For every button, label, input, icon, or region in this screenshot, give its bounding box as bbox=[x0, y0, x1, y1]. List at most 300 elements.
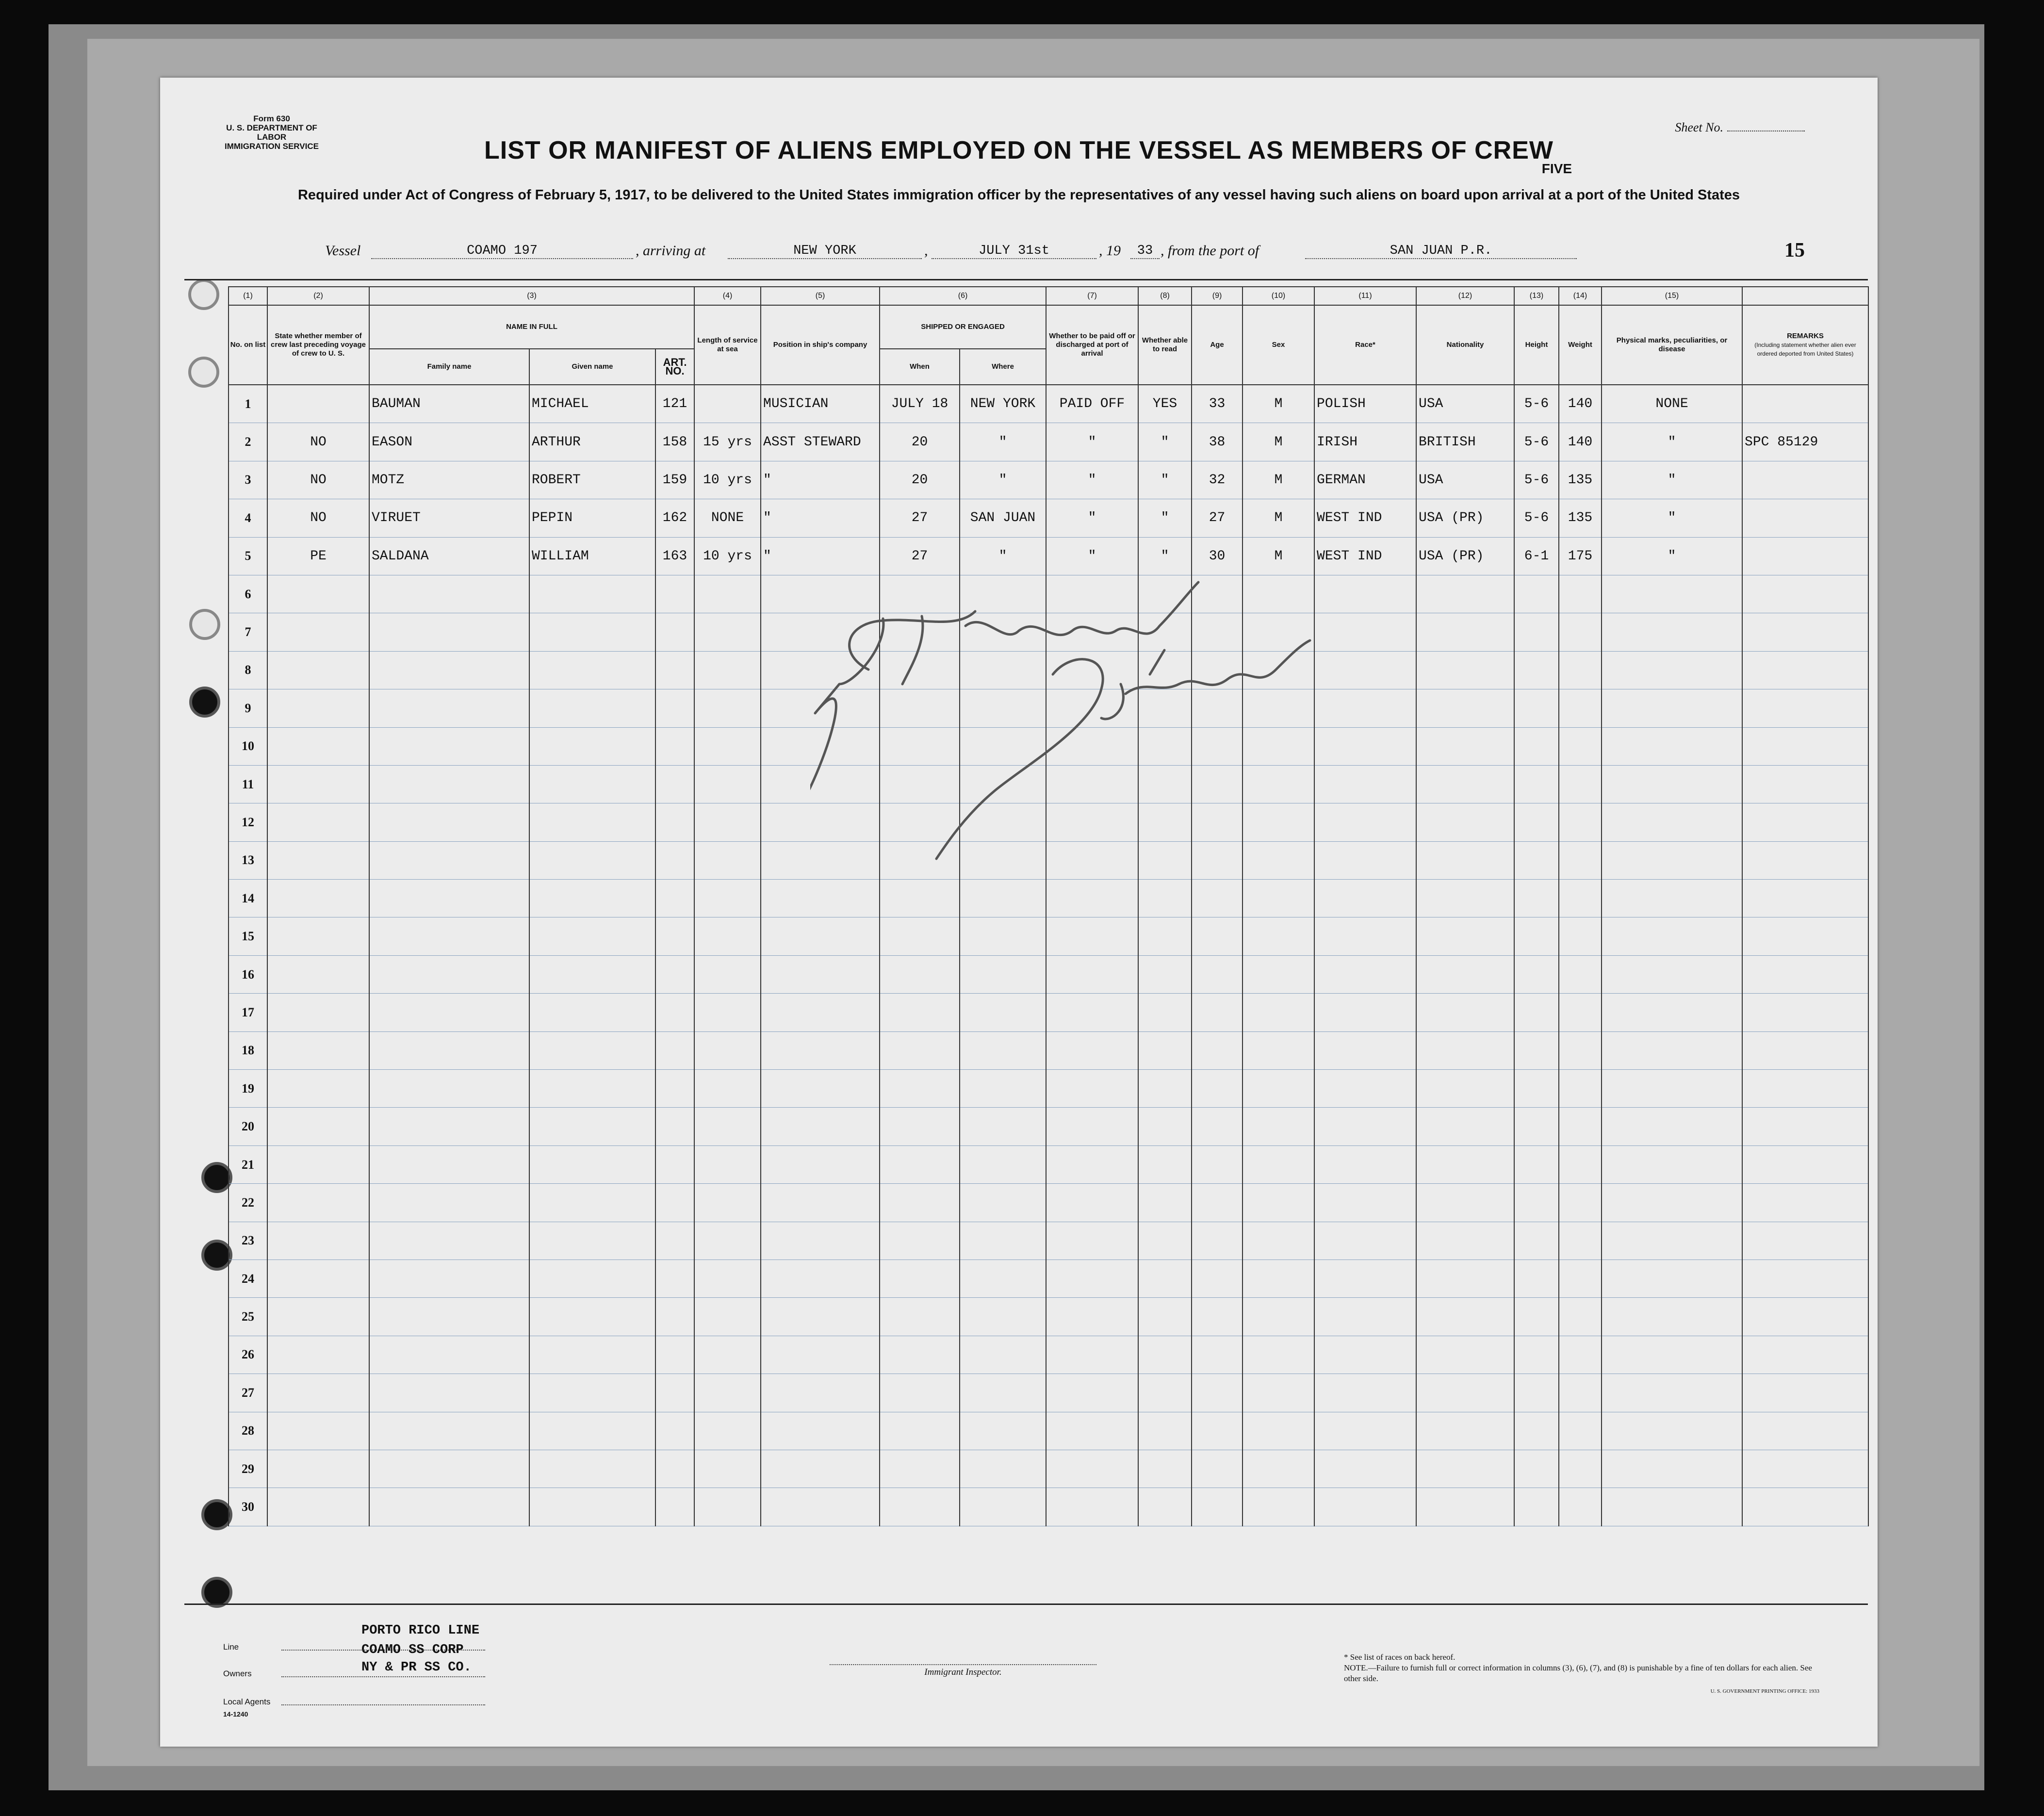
cell-service bbox=[694, 651, 761, 689]
cell-art: 163 bbox=[655, 537, 694, 575]
table-row bbox=[229, 423, 1868, 461]
col-num-1: (1) bbox=[229, 287, 267, 305]
header-shipped-or-engaged: SHIPPED OR ENGAGED bbox=[880, 305, 1046, 349]
cell-remarks bbox=[1742, 1070, 1868, 1108]
cell-read bbox=[1138, 994, 1192, 1031]
cell-position bbox=[761, 1260, 880, 1297]
row-number: 8 bbox=[229, 651, 267, 689]
cell-art bbox=[655, 1336, 694, 1374]
cell-sex bbox=[1243, 651, 1314, 689]
table-row bbox=[229, 955, 1868, 993]
cell-nationality bbox=[1416, 841, 1514, 879]
arrival-port: NEW YORK bbox=[728, 244, 922, 259]
cell-service bbox=[694, 1298, 761, 1336]
cell-family bbox=[369, 1298, 529, 1336]
cell-art bbox=[655, 917, 694, 955]
cell-read: YES bbox=[1138, 385, 1192, 423]
cell-remarks bbox=[1742, 955, 1868, 993]
line-value: PORTO RICO LINE bbox=[361, 1623, 480, 1638]
cell-when bbox=[880, 1488, 960, 1526]
cell-family bbox=[369, 955, 529, 993]
cell-when bbox=[880, 613, 960, 651]
cell-age bbox=[1192, 1184, 1243, 1222]
cell-age: 30 bbox=[1192, 537, 1243, 575]
col-num-14: (14) bbox=[1559, 287, 1602, 305]
row-number: 23 bbox=[229, 1222, 267, 1260]
cell-where bbox=[960, 613, 1046, 651]
cell-height bbox=[1514, 1108, 1559, 1145]
table-row bbox=[229, 499, 1868, 537]
cell-given bbox=[529, 1184, 655, 1222]
cell-where bbox=[960, 727, 1046, 765]
cell-race bbox=[1314, 880, 1416, 917]
cell-race: WEST IND bbox=[1314, 537, 1416, 575]
cell-height bbox=[1514, 803, 1559, 841]
form-code: 14-1240 bbox=[223, 1710, 248, 1718]
table-row bbox=[229, 1184, 1868, 1222]
cell-position bbox=[761, 1031, 880, 1069]
cell-weight: 135 bbox=[1559, 499, 1602, 537]
cell-family bbox=[369, 765, 529, 803]
cell-when bbox=[880, 689, 960, 727]
cell-remarks bbox=[1742, 1336, 1868, 1374]
arrival-year: 33 bbox=[1130, 244, 1160, 259]
cell-marks bbox=[1602, 1488, 1742, 1526]
cell-age bbox=[1192, 765, 1243, 803]
cell-family bbox=[369, 1488, 529, 1526]
cell-sex bbox=[1243, 1374, 1314, 1412]
cell-state bbox=[267, 1031, 369, 1069]
cell-position bbox=[761, 765, 880, 803]
cell-where bbox=[960, 1070, 1046, 1108]
header-weight: Weight bbox=[1559, 305, 1602, 385]
cell-marks: " bbox=[1602, 461, 1742, 499]
cell-paid bbox=[1046, 1184, 1138, 1222]
cell-state bbox=[267, 994, 369, 1031]
cell-paid bbox=[1046, 1412, 1138, 1450]
sheet-number-field bbox=[1675, 120, 1805, 135]
header-able-to-read: Whether able to read bbox=[1138, 305, 1192, 385]
cell-position bbox=[761, 955, 880, 993]
owners-value-1: COAMO SS CORP bbox=[361, 1643, 464, 1657]
cell-height bbox=[1514, 1298, 1559, 1336]
cell-where bbox=[960, 880, 1046, 917]
cell-state bbox=[267, 1070, 369, 1108]
table-row bbox=[229, 917, 1868, 955]
cell-sex bbox=[1243, 1222, 1314, 1260]
cell-age bbox=[1192, 1298, 1243, 1336]
cell-weight bbox=[1559, 1412, 1602, 1450]
cell-where bbox=[960, 1145, 1046, 1183]
header-given-name: Given name bbox=[529, 349, 655, 385]
cell-weight: 175 bbox=[1559, 537, 1602, 575]
cell-family bbox=[369, 1184, 529, 1222]
row-number: 3 bbox=[229, 461, 267, 499]
footer-divider bbox=[184, 1603, 1868, 1605]
row-number: 5 bbox=[229, 537, 267, 575]
cell-position bbox=[761, 803, 880, 841]
cell-position bbox=[761, 841, 880, 879]
cell-where: SAN JUAN bbox=[960, 499, 1046, 537]
cell-marks bbox=[1602, 841, 1742, 879]
cell-where: NEW YORK bbox=[960, 385, 1046, 423]
cell-sex bbox=[1243, 994, 1314, 1031]
cell-service bbox=[694, 994, 761, 1031]
cell-paid bbox=[1046, 1450, 1138, 1488]
row-number: 16 bbox=[229, 955, 267, 993]
cell-position bbox=[761, 651, 880, 689]
cell-sex: M bbox=[1243, 537, 1314, 575]
header-paid-off: Whether to be paid off or discharged at port of arrival bbox=[1046, 305, 1138, 385]
cell-when bbox=[880, 1260, 960, 1297]
cell-service bbox=[694, 1412, 761, 1450]
cell-race bbox=[1314, 575, 1416, 613]
cell-when bbox=[880, 880, 960, 917]
printer-imprint: U. S. GOVERNMENT PRINTING OFFICE: 1933 bbox=[1710, 1688, 1819, 1694]
cell-service bbox=[694, 1222, 761, 1260]
row-number: 27 bbox=[229, 1374, 267, 1412]
cell-art bbox=[655, 1412, 694, 1450]
cell-art bbox=[655, 689, 694, 727]
cell-position bbox=[761, 689, 880, 727]
cell-weight bbox=[1559, 651, 1602, 689]
cell-paid bbox=[1046, 651, 1138, 689]
cell-nationality bbox=[1416, 1108, 1514, 1145]
cell-art bbox=[655, 1260, 694, 1297]
cell-where bbox=[960, 1336, 1046, 1374]
punch-hole bbox=[189, 609, 220, 640]
cell-when bbox=[880, 1070, 960, 1108]
cell-remarks bbox=[1742, 651, 1868, 689]
cell-remarks: SPC 85129 bbox=[1742, 423, 1868, 461]
cell-sex bbox=[1243, 1450, 1314, 1488]
row-number: 14 bbox=[229, 880, 267, 917]
cell-sex: M bbox=[1243, 423, 1314, 461]
immigrant-inspector-line: Immigrant Inspector. bbox=[830, 1664, 1096, 1678]
cell-race bbox=[1314, 1450, 1416, 1488]
cell-where bbox=[960, 1222, 1046, 1260]
cell-paid bbox=[1046, 727, 1138, 765]
cell-age bbox=[1192, 955, 1243, 993]
cell-given: ARTHUR bbox=[529, 423, 655, 461]
table-row bbox=[229, 651, 1868, 689]
col-num-15: (15) bbox=[1602, 287, 1742, 305]
cell-nationality bbox=[1416, 1184, 1514, 1222]
cell-age bbox=[1192, 1031, 1243, 1069]
cell-service bbox=[694, 955, 761, 993]
cell-paid bbox=[1046, 1222, 1138, 1260]
cell-position bbox=[761, 994, 880, 1031]
cell-nationality bbox=[1416, 689, 1514, 727]
cell-marks bbox=[1602, 1374, 1742, 1412]
cell-race bbox=[1314, 841, 1416, 879]
remarks-title: REMARKS bbox=[1787, 332, 1824, 340]
cell-art bbox=[655, 1031, 694, 1069]
row-number: 2 bbox=[229, 423, 267, 461]
cell-remarks bbox=[1742, 575, 1868, 613]
cell-age bbox=[1192, 1145, 1243, 1183]
cell-marks bbox=[1602, 765, 1742, 803]
cell-height bbox=[1514, 613, 1559, 651]
cell-sex bbox=[1243, 1412, 1314, 1450]
cell-marks bbox=[1602, 575, 1742, 613]
cell-height bbox=[1514, 1336, 1559, 1374]
table-row bbox=[229, 1031, 1868, 1069]
cell-remarks bbox=[1742, 499, 1868, 537]
cell-state bbox=[267, 651, 369, 689]
cell-race bbox=[1314, 613, 1416, 651]
cell-remarks bbox=[1742, 1298, 1868, 1336]
cell-state bbox=[267, 880, 369, 917]
cell-position bbox=[761, 1412, 880, 1450]
cell-given bbox=[529, 689, 655, 727]
cell-state bbox=[267, 1412, 369, 1450]
cell-remarks bbox=[1742, 1260, 1868, 1297]
vessel-info-line: Vessel COAMO 197 , arriving at NEW YORK , JULY 31st , 19 33 , from the port of SAN JUAN P.R. bbox=[325, 243, 1742, 262]
cell-where bbox=[960, 1184, 1046, 1222]
from-port-label: , from the port of bbox=[1161, 243, 1259, 259]
cell-age bbox=[1192, 651, 1243, 689]
cell-nationality: USA (PR) bbox=[1416, 537, 1514, 575]
cell-state: NO bbox=[267, 461, 369, 499]
cell-art bbox=[655, 841, 694, 879]
row-number: 26 bbox=[229, 1336, 267, 1374]
cell-height bbox=[1514, 880, 1559, 917]
cell-given bbox=[529, 613, 655, 651]
cell-position bbox=[761, 613, 880, 651]
cell-given bbox=[529, 765, 655, 803]
cell-when bbox=[880, 1184, 960, 1222]
table-row bbox=[229, 1145, 1868, 1183]
cell-height bbox=[1514, 1184, 1559, 1222]
cell-read bbox=[1138, 765, 1192, 803]
cell-given: PEPIN bbox=[529, 499, 655, 537]
cell-paid bbox=[1046, 1031, 1138, 1069]
cell-nationality: USA bbox=[1416, 385, 1514, 423]
table-row bbox=[229, 1298, 1868, 1336]
cell-when bbox=[880, 1336, 960, 1374]
cell-sex bbox=[1243, 917, 1314, 955]
cell-state: NO bbox=[267, 499, 369, 537]
cell-read bbox=[1138, 841, 1192, 879]
cell-service bbox=[694, 841, 761, 879]
cell-read bbox=[1138, 1145, 1192, 1183]
cell-family: MOTZ bbox=[369, 461, 529, 499]
col-num-12: (12) bbox=[1416, 287, 1514, 305]
header-race: Race* bbox=[1314, 305, 1416, 385]
cell-height bbox=[1514, 1070, 1559, 1108]
cell-sex bbox=[1243, 613, 1314, 651]
cell-race bbox=[1314, 917, 1416, 955]
cell-art: 159 bbox=[655, 461, 694, 499]
cell-height: 5-6 bbox=[1514, 499, 1559, 537]
row-number: 6 bbox=[229, 575, 267, 613]
cell-marks: " bbox=[1602, 537, 1742, 575]
cell-remarks bbox=[1742, 841, 1868, 879]
cell-paid bbox=[1046, 1108, 1138, 1145]
cell-given: WILLIAM bbox=[529, 537, 655, 575]
cell-race bbox=[1314, 1488, 1416, 1526]
cell-marks bbox=[1602, 994, 1742, 1031]
cell-family: BAUMAN bbox=[369, 385, 529, 423]
cell-where bbox=[960, 1108, 1046, 1145]
cell-remarks bbox=[1742, 613, 1868, 651]
cell-marks: " bbox=[1602, 423, 1742, 461]
row-number: 7 bbox=[229, 613, 267, 651]
cell-age bbox=[1192, 1412, 1243, 1450]
cell-age bbox=[1192, 1070, 1243, 1108]
cell-given bbox=[529, 1145, 655, 1183]
cell-marks bbox=[1602, 1450, 1742, 1488]
cell-where: " bbox=[960, 423, 1046, 461]
cell-given bbox=[529, 880, 655, 917]
table-row bbox=[229, 1488, 1868, 1526]
table-row bbox=[229, 1222, 1868, 1260]
cell-family bbox=[369, 727, 529, 765]
cell-weight bbox=[1559, 613, 1602, 651]
cell-position bbox=[761, 1336, 880, 1374]
cell-weight bbox=[1559, 955, 1602, 993]
cell-position bbox=[761, 917, 880, 955]
cell-where bbox=[960, 955, 1046, 993]
cell-remarks bbox=[1742, 689, 1868, 727]
header-remarks bbox=[1742, 305, 1868, 385]
cell-service bbox=[694, 1070, 761, 1108]
cell-paid bbox=[1046, 1260, 1138, 1297]
cell-art: 158 bbox=[655, 423, 694, 461]
header-height: Height bbox=[1514, 305, 1559, 385]
cell-race bbox=[1314, 1298, 1416, 1336]
cell-marks bbox=[1602, 1260, 1742, 1297]
cell-remarks bbox=[1742, 1031, 1868, 1069]
table-row bbox=[229, 1412, 1868, 1450]
row-number: 1 bbox=[229, 385, 267, 423]
cell-art bbox=[655, 765, 694, 803]
cell-art bbox=[655, 1488, 694, 1526]
cell-weight: 140 bbox=[1559, 423, 1602, 461]
cell-art bbox=[655, 613, 694, 651]
row-number: 21 bbox=[229, 1145, 267, 1183]
cell-position bbox=[761, 880, 880, 917]
cell-race bbox=[1314, 1108, 1416, 1145]
cell-given bbox=[529, 651, 655, 689]
cell-race bbox=[1314, 994, 1416, 1031]
cell-height bbox=[1514, 917, 1559, 955]
cell-given bbox=[529, 727, 655, 765]
cell-sex: M bbox=[1243, 385, 1314, 423]
cell-state bbox=[267, 955, 369, 993]
cell-position bbox=[761, 1222, 880, 1260]
header-length-of-service: Length of service at sea bbox=[694, 305, 761, 385]
cell-state bbox=[267, 727, 369, 765]
table-row bbox=[229, 385, 1868, 423]
cell-marks bbox=[1602, 917, 1742, 955]
cell-nationality bbox=[1416, 765, 1514, 803]
cell-service: 15 yrs bbox=[694, 423, 761, 461]
header-art-no: ART. NO. bbox=[655, 349, 694, 385]
cell-art bbox=[655, 955, 694, 993]
cell-remarks bbox=[1742, 1374, 1868, 1412]
cell-remarks bbox=[1742, 1108, 1868, 1145]
cell-nationality bbox=[1416, 727, 1514, 765]
cell-given bbox=[529, 1412, 655, 1450]
arrival-date: JULY 31st bbox=[932, 244, 1096, 259]
cell-when bbox=[880, 803, 960, 841]
cell-age bbox=[1192, 994, 1243, 1031]
cell-marks bbox=[1602, 1184, 1742, 1222]
cell-state bbox=[267, 1108, 369, 1145]
cell-nationality bbox=[1416, 1145, 1514, 1183]
cell-age bbox=[1192, 1336, 1243, 1374]
row-number: 13 bbox=[229, 841, 267, 879]
cell-family bbox=[369, 1145, 529, 1183]
cell-read bbox=[1138, 1412, 1192, 1450]
cell-sex bbox=[1243, 841, 1314, 879]
cell-height bbox=[1514, 1374, 1559, 1412]
cell-state bbox=[267, 917, 369, 955]
cell-where: " bbox=[960, 537, 1046, 575]
cell-age: 32 bbox=[1192, 461, 1243, 499]
department-name: U. S. DEPARTMENT OF LABOR bbox=[226, 123, 317, 142]
cell-race bbox=[1314, 1222, 1416, 1260]
col-num-9: (9) bbox=[1192, 287, 1243, 305]
cell-nationality bbox=[1416, 1412, 1514, 1450]
cell-height bbox=[1514, 1260, 1559, 1297]
cell-state: NO bbox=[267, 423, 369, 461]
cell-read bbox=[1138, 613, 1192, 651]
cell-where bbox=[960, 1374, 1046, 1412]
cell-age bbox=[1192, 1374, 1243, 1412]
col-num-8: (8) bbox=[1138, 287, 1192, 305]
cell-state bbox=[267, 385, 369, 423]
cell-state bbox=[267, 1488, 369, 1526]
cell-age bbox=[1192, 1450, 1243, 1488]
cell-art bbox=[655, 651, 694, 689]
cell-given bbox=[529, 1260, 655, 1297]
cell-where bbox=[960, 1298, 1046, 1336]
cell-read bbox=[1138, 1374, 1192, 1412]
cell-position: MUSICIAN bbox=[761, 385, 880, 423]
cell-sex bbox=[1243, 689, 1314, 727]
header-where: Where bbox=[960, 349, 1046, 385]
row-number: 28 bbox=[229, 1412, 267, 1450]
cell-when bbox=[880, 727, 960, 765]
cell-read bbox=[1138, 1336, 1192, 1374]
header-name-in-full: NAME IN FULL bbox=[369, 305, 694, 349]
cell-sex bbox=[1243, 955, 1314, 993]
cell-race bbox=[1314, 1412, 1416, 1450]
cell-family bbox=[369, 651, 529, 689]
cell-read: " bbox=[1138, 499, 1192, 537]
cell-nationality bbox=[1416, 1336, 1514, 1374]
header-nationality: Nationality bbox=[1416, 305, 1514, 385]
cell-family: SALDANA bbox=[369, 537, 529, 575]
cell-race bbox=[1314, 1031, 1416, 1069]
cell-weight bbox=[1559, 1145, 1602, 1183]
cell-family bbox=[369, 880, 529, 917]
cell-position bbox=[761, 727, 880, 765]
cell-art bbox=[655, 727, 694, 765]
cell-when bbox=[880, 841, 960, 879]
cell-height bbox=[1514, 765, 1559, 803]
cell-when: 20 bbox=[880, 461, 960, 499]
cell-marks bbox=[1602, 1070, 1742, 1108]
cell-weight bbox=[1559, 1374, 1602, 1412]
cell-when bbox=[880, 917, 960, 955]
cell-position bbox=[761, 1450, 880, 1488]
cell-art bbox=[655, 994, 694, 1031]
cell-sex bbox=[1243, 765, 1314, 803]
